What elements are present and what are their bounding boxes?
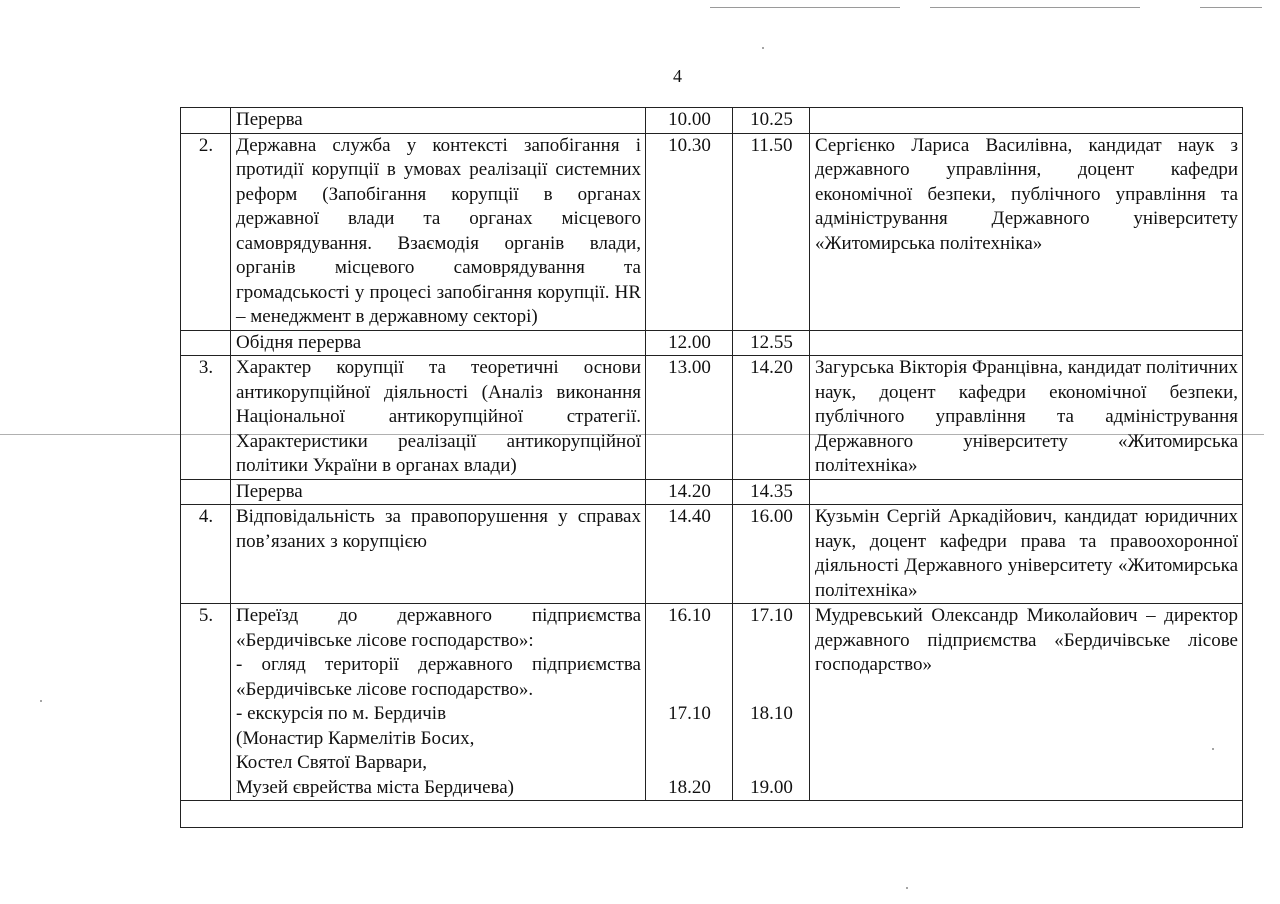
scan-speck — [40, 700, 42, 702]
topic-cell — [231, 505, 646, 604]
spacer — [738, 727, 805, 776]
end-time: 17.10 — [750, 605, 793, 626]
table-row-break-1 — [181, 108, 1243, 134]
start-time: 10.30 — [668, 134, 711, 156]
row-number-cell — [181, 330, 231, 356]
end-time-cell — [733, 604, 810, 801]
topic-text: Відповідальність за правопорушення у справах пов’язаних з корупцією — [236, 506, 641, 552]
table-row-lunch — [181, 330, 1243, 356]
topic-text: Характер корупції та теоретичні основи антикорупційної діяльності (Аналіз виконання Національної антикорупційної стратегії. Характеристики реалізації антикорупційної політики України в органах влади) — [236, 357, 641, 476]
topic-text: Перерва — [236, 480, 303, 502]
table-row-item-2 — [181, 133, 1243, 330]
topic-line: (Монастир Кармелітів Босих, — [236, 727, 475, 749]
table-row-break-2 — [181, 479, 1243, 505]
speaker-cell — [810, 479, 1243, 505]
start-time: 18.20 — [668, 776, 711, 798]
start-time: 14.40 — [668, 506, 711, 527]
topic-cell — [231, 356, 646, 480]
topic-line: Переїзд до державного підприємства «Бердичівське лісове господарство»: — [236, 605, 641, 651]
speaker-cell — [810, 133, 1243, 330]
topic-cell — [231, 330, 646, 356]
end-time-cell — [733, 505, 810, 604]
end-time-cell — [733, 133, 810, 330]
end-time: 11.50 — [750, 134, 793, 156]
start-time-cell — [646, 108, 733, 134]
end-time: 18.10 — [750, 703, 793, 724]
row-number: 5. — [198, 605, 214, 626]
spacer — [651, 727, 728, 776]
row-number: 4. — [198, 506, 214, 527]
scan-speck — [906, 887, 908, 889]
speaker-cell — [810, 330, 1243, 356]
topic-cell — [231, 108, 646, 134]
start-time: 14.20 — [668, 480, 711, 502]
row-number-cell — [181, 356, 231, 480]
start-time-cell — [646, 133, 733, 330]
end-time: 14.35 — [750, 480, 793, 502]
start-time-cell — [646, 505, 733, 604]
topic-cell — [231, 604, 646, 801]
start-time: 13.00 — [668, 357, 711, 378]
end-time-cell — [733, 356, 810, 480]
start-time: 10.00 — [668, 109, 711, 130]
end-time: 10.25 — [750, 109, 793, 130]
table-row-empty — [181, 801, 1243, 828]
scan-speck — [762, 47, 764, 49]
start-time-cell — [646, 330, 733, 356]
topic-text: Обідня перерва — [236, 331, 362, 353]
speaker-text: Мудревський Олександр Миколайович – директор державного підприємства «Бердичівське лісове господарство» — [815, 605, 1238, 675]
scan-line-top-1 — [710, 7, 900, 8]
row-number-cell — [181, 133, 231, 330]
start-time: 12.00 — [668, 331, 711, 353]
speaker-cell — [810, 108, 1243, 134]
start-time-cell — [646, 479, 733, 505]
row-number-cell — [181, 505, 231, 604]
row-number-cell — [181, 604, 231, 801]
table-row-item-3 — [181, 356, 1243, 480]
row-number-cell — [181, 479, 231, 505]
speaker-cell — [810, 356, 1243, 480]
topic-line: Костел Святої Варвари, — [236, 752, 427, 773]
page-number: 4 — [673, 66, 682, 86]
speaker-cell — [810, 604, 1243, 801]
empty-cell — [181, 801, 1243, 828]
table-row-item-4 — [181, 505, 1243, 604]
end-time: 16.00 — [750, 506, 793, 527]
row-number: 3. — [198, 357, 214, 378]
start-time-cell — [646, 356, 733, 480]
schedule-table — [180, 107, 1243, 828]
row-number-cell — [181, 108, 231, 134]
end-time: 12.55 — [750, 331, 793, 353]
topic-line: - екскурсія по м. Бердичів — [236, 703, 447, 724]
start-time: 16.10 — [668, 605, 711, 626]
topic-text: Перерва — [236, 109, 303, 130]
speaker-text: Сергієнко Лариса Василівна, кандидат наук з державного управління, доцент кафедри економічної безпеки, публічного управління та адміністрування Державного університету «Житомирська політехніка» — [815, 134, 1238, 254]
topic-cell — [231, 133, 646, 330]
end-time: 14.20 — [750, 357, 793, 378]
speaker-text: Загурська Вікторія Францівна, кандидат політичних наук, доцент кафедри економічної безпеки, публічного управління та адміністрування Державного університету «Житомирська політехніка» — [815, 357, 1238, 476]
row-number: 2. — [198, 134, 214, 156]
topic-text: Державна служба у контексті запобігання і протидії корупції в умовах реалізації системних реформ (Запобігання корупції в органах державної влади та органах місцевого самоврядування. Взаємодія органів влади, органів місцевого самоврядування та громадськості у процесі запобігання корупції. HR – менеджмент в державному секторі) — [236, 134, 641, 327]
spacer — [651, 629, 728, 703]
end-time: 19.00 — [750, 776, 793, 798]
speaker-cell — [810, 505, 1243, 604]
scan-line-top-2 — [930, 7, 1140, 8]
topic-line: Музей єврейства міста Бердичева) — [236, 776, 514, 798]
end-time-cell — [733, 479, 810, 505]
topic-cell — [231, 479, 646, 505]
table-row-item-5 — [181, 604, 1243, 801]
speaker-text: Кузьмін Сергій Аркадійович, кандидат юридичних наук, доцент кафедри права та правоохоронної діяльності Державного університету «Житомирська політехніка» — [815, 506, 1238, 601]
start-time: 17.10 — [668, 703, 711, 724]
end-time-cell — [733, 108, 810, 134]
spacer — [738, 629, 805, 703]
topic-line: - огляд території державного підприємства «Бердичівське лісове господарство». — [236, 654, 641, 700]
end-time-cell — [733, 330, 810, 356]
scan-line-top-3 — [1200, 7, 1262, 8]
start-time-cell — [646, 604, 733, 801]
